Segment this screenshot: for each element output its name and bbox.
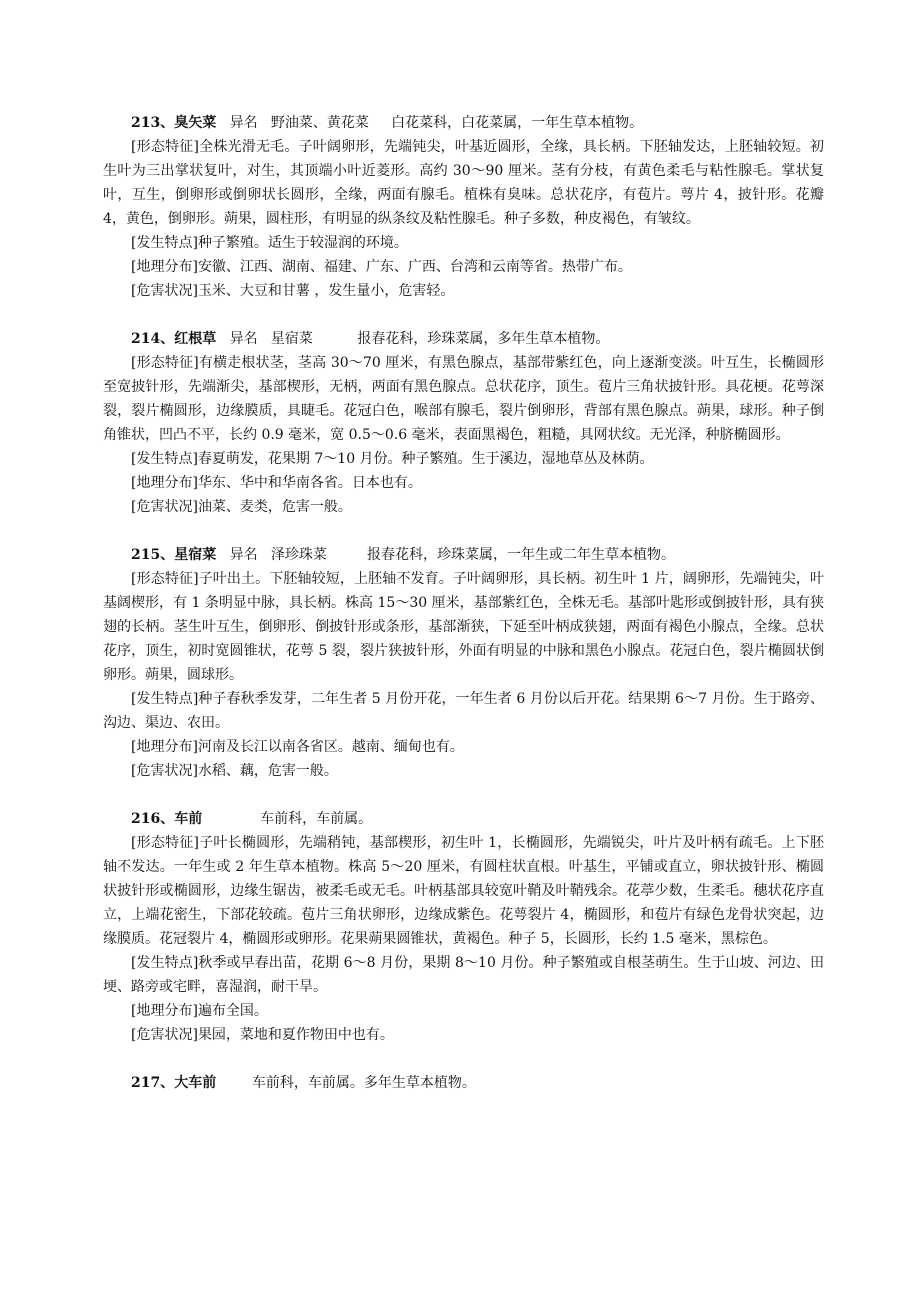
entry-heading-rest: 异名 星宿菜 报春花科，珍珠菜属，多年生草本植物。: [216, 331, 610, 347]
paragraph-label: [危害状况]: [131, 283, 198, 299]
paragraph-text: 春夏萌发，花果期 7～10 月份。种子繁殖。生于溪边，湿地草丛及林荫。: [197, 451, 654, 467]
paragraph-text: 河南及长江以南各省区。越南、缅甸也有。: [197, 739, 464, 755]
paragraph-label: [发生特点]: [131, 955, 199, 971]
entry-name: 车前: [174, 811, 203, 827]
entry-heading-rest: 车前科，车前属。: [202, 811, 373, 827]
damage-paragraph: [103, 1023, 824, 1047]
damage-paragraph: [103, 279, 824, 303]
morphology-paragraph: [103, 831, 824, 951]
paragraph-label: [形态特征]: [131, 571, 199, 587]
paragraph-label: [形态特征]: [131, 139, 199, 155]
paragraph-label: [形态特征]: [131, 835, 199, 851]
paragraph-text: 安徽、江西、湖南、福建、广东、广西、台湾和云南等省。热带广布。: [197, 259, 632, 275]
distribution-paragraph: [103, 999, 824, 1023]
entry-213: [103, 111, 824, 303]
distribution-paragraph: [103, 471, 824, 495]
paragraph-text: 水稻、藕，危害一般。: [197, 763, 338, 779]
paragraph-text: 子叶出土。下胚轴较短，上胚轴不发育。子叶阔卵形，具长柄。初生叶 1 片，阔卵形，先端钝尖，叶基阔楔形，有 1 条明显中脉，具长柄。株高 15～30 厘米，基部紫红色，全株无毛。基部叶匙形或倒披针形，具有狭翅的长柄。茎生叶互生，倒卵形、倒披针形或条形，基部渐狭，下延至叶柄成狭翅，两面有褐色小腺点，全缘。总状花序，顶生，初时宽圆锥状，花萼 5 裂，裂片狭披针形，外面有明显的中脉和黑色小腺点。花冠白色，裂片椭圆状倒卵形。蒴果，圆球形。: [103, 571, 824, 683]
occurrence-paragraph: [103, 231, 824, 255]
paragraph-label: [危害状况]: [131, 763, 198, 779]
paragraph-text: 种子繁殖。适生于较湿润的环境。: [197, 235, 408, 251]
entry-name: 臭矢菜: [174, 115, 217, 131]
paragraph-label: [地理分布]: [131, 739, 198, 755]
entry-number: 213、: [131, 115, 175, 131]
entry-number: 214、: [131, 331, 175, 347]
paragraph-text: 遍布全国。: [197, 1003, 268, 1019]
entry-number: 216、: [131, 811, 175, 827]
occurrence-paragraph: [103, 687, 824, 735]
entry-heading-rest: 异名 野油菜、黄花菜 白花菜科，白花菜属，一年生草本植物。: [216, 115, 644, 131]
paragraph-label: [形态特征]: [131, 355, 199, 371]
entry-215: [103, 543, 824, 783]
paragraph-label: [地理分布]: [131, 259, 198, 275]
paragraph-label: [发生特点]: [131, 691, 199, 707]
entry-217: [131, 1071, 824, 1095]
entry-heading: [131, 327, 824, 351]
distribution-paragraph: [103, 735, 824, 759]
entry-heading: [131, 543, 824, 567]
paragraph-label: [地理分布]: [131, 475, 198, 491]
entry-heading: [131, 111, 824, 135]
paragraph-label: [地理分布]: [131, 1003, 198, 1019]
morphology-paragraph: [103, 135, 824, 231]
entry-number: 217、: [131, 1075, 175, 1091]
paragraph-text: 油菜、麦类，危害一般。: [197, 499, 352, 515]
paragraph-label: [危害状况]: [131, 499, 198, 515]
paragraph-text: 华东、华中和华南各省。日本也有。: [197, 475, 422, 491]
occurrence-paragraph: [103, 951, 824, 999]
entry-heading: [131, 807, 824, 831]
entry-216: [103, 807, 824, 1047]
entry-name: 大车前: [174, 1075, 217, 1091]
damage-paragraph: [103, 759, 824, 783]
paragraph-label: [发生特点]: [131, 235, 198, 251]
morphology-paragraph: [103, 567, 824, 687]
paragraph-text: 子叶长椭圆形，先端稍钝，基部楔形，初生叶 1，长椭圆形，先端锐尖，叶片及叶柄有疏毛。上下胚轴不发达。一年生或 2 年生草本植物。株高 5～20 厘米，有圆柱状直根。叶基生，平铺或直立，卵状披针形、椭圆状披针形或椭圆形，边缘生锯齿，被柔毛或无毛。叶柄基部具较宽叶鞘及叶鞘残余。花葶少数，生柔毛。穗状花序直立，上端花密生，下部花较疏。苞片三角状卵形，边缘成紫色。花萼裂片 4，椭圆形，和苞片有绿色龙骨状突起，边缘膜质。花冠裂片 4，椭圆形或卵形。花果蒴果圆锥状，黄褐色。种子 5，长圆形，长约 1.5 毫米，黑棕色。: [103, 835, 824, 947]
paragraph-text: 秋季或早春出苗，花期 6～8 月份，果期 8～10 月份。种子繁殖或自根茎萌生。生于山坡、河边、田埂、路旁或宅畔，喜湿润，耐干旱。: [103, 955, 824, 995]
entry-214: [103, 327, 824, 519]
occurrence-paragraph: [103, 447, 824, 471]
entry-heading-rest: 异名 泽珍珠菜 报春花科，珍珠菜属，一年生或二年生草本植物。: [216, 547, 675, 563]
morphology-paragraph: [103, 351, 824, 447]
entry-heading-rest: 车前科，车前属。多年生草本植物。: [216, 1075, 476, 1091]
entry-name: 红根草: [174, 331, 217, 347]
paragraph-text: 全株光滑无毛。子叶阔卵形，先端钝尖，叶基近圆形，全缘，具长柄。下胚轴发达，上胚轴较短。初生叶为三出掌状复叶，对生，其顶端小叶近菱形。高约 30～90 厘米。茎有分枝，有黄色柔毛与粘性腺毛。掌状复叶，互生，倒卵形或倒卵状长圆形，全缘，两面有腺毛。植株有臭味。总状花序，有苞片。萼片 4，披针形。花瓣 4，黄色，倒卵形。蒴果，圆柱形，有明显的纵条纹及粘性腺毛。种子多数，种皮褐色，有皱纹。: [103, 139, 824, 227]
distribution-paragraph: [103, 255, 824, 279]
entry-name: 星宿菜: [174, 547, 217, 563]
entry-heading: [131, 1071, 824, 1095]
paragraph-label: [危害状况]: [131, 1027, 198, 1043]
damage-paragraph: [103, 495, 824, 519]
entry-number: 215、: [131, 547, 175, 563]
paragraph-text: 果园，菜地和夏作物田中也有。: [197, 1027, 394, 1043]
paragraph-text: 玉米、大豆和甘薯 ，发生量小，危害轻。: [197, 283, 455, 299]
paragraph-label: [发生特点]: [131, 451, 198, 467]
paragraph-text: 种子春秋季发芽，二年生者 5 月份开花，一年生者 6 月份以后开花。结果期 6～7 月份。生于路旁、沟边、渠边、农田。: [103, 691, 824, 731]
paragraph-text: 有横走根状茎，茎高 30～70 厘米，有黑色腺点，基部带紫红色，向上逐渐变淡。叶互生，长椭圆形至宽披针形，先端渐尖，基部楔形，无柄，两面有黑色腺点。总状花序，顶生。苞片三角状披针形。具花梗。花萼深裂，裂片椭圆形，边缘膜质，具睫毛。花冠白色，喉部有腺毛，裂片倒卵形，背部有黑色腺点。蒴果，球形。种子倒角锥状，凹凸不平，长约 0.9 毫米，宽 0.5～0.6 毫米，表面黑褐色，粗糙，具网状纹。无光泽，种脐椭圆形。: [103, 355, 824, 443]
